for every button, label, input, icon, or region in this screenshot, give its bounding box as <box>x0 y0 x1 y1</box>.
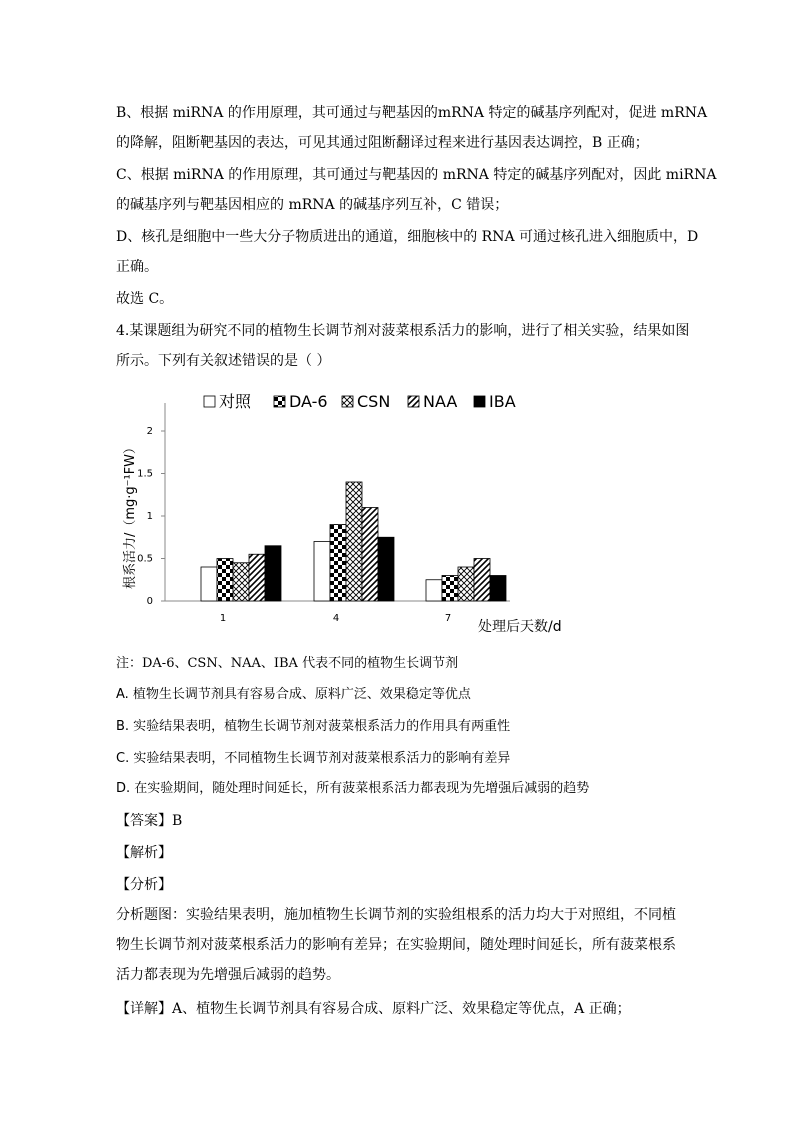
legend-label-CSN: CSN <box>357 392 391 411</box>
question-stem-line1: 4.某课题组为研究不同的植物生长调节剂对菠菜根系活力的影响，进行了相关实验，结果如图 <box>116 323 690 339</box>
y-axis-label: 根系活力/（mg·g⁻¹FW） <box>123 440 138 590</box>
legend-swatch-NAA <box>408 396 419 407</box>
x-axis-label: 处理后天数/d <box>478 619 562 635</box>
x-tick-label: 7 <box>444 613 452 624</box>
bar-对照-7 <box>426 580 442 601</box>
analysis-line3: 活力都表现为先增强后减弱的趋势。 <box>116 967 340 983</box>
legend-label-NAA: NAA <box>423 392 458 411</box>
bar-NAA-7 <box>474 559 490 602</box>
explanation-b-line2: 的降解，阻断靶基因的表达，可见其通过阻断翻译过程来进行基因表达调控，B 正确； <box>116 135 649 151</box>
y-tick-label: 1 <box>146 511 153 522</box>
explanation-d-line1: D、核孔是细胞中一些大分子物质进出的通道，细胞核中的 RNA 可通过核孔进入细胞质中，D <box>116 229 699 245</box>
chart-legend <box>204 392 516 411</box>
bar-chart <box>110 385 590 645</box>
x-tick-label: 1 <box>219 613 227 624</box>
answer-value: B <box>172 813 183 829</box>
option-d: D. 在实验期间，随处理时间延长，所有菠菜根系活力都表现为先增强后减弱的趋势 <box>116 781 590 796</box>
legend-label-对照: 对照 <box>219 392 252 411</box>
bar-CSN-4 <box>346 482 362 601</box>
bar-DA-6-4 <box>330 525 346 602</box>
bar-CSN-1 <box>233 563 249 601</box>
bar-对照-1 <box>201 567 217 601</box>
option-a: A. 植物生长调节剂具有容易合成、原料广泛、效果稳定等优点 <box>116 687 471 702</box>
bar-DA-6-1 <box>217 559 233 602</box>
detail-label: 【详解】 <box>116 1001 172 1017</box>
y-tick-label: 0 <box>146 596 153 607</box>
option-b: B. 实验结果表明，植物生长调节剂对菠菜根系活力的作用具有两重性 <box>116 719 511 734</box>
question-stem-line2: 所示。下列有关叙述错误的是（ ） <box>116 353 331 369</box>
bar-CSN-7 <box>458 567 474 601</box>
bar-对照-4 <box>314 542 330 602</box>
legend-swatch-IBA <box>474 396 485 407</box>
explanation-c-line1: C、根据 miRNA 的作用原理，其可通过与靶基因的 mRNA 特定的碱基序列配对，因此 miRNA <box>116 167 717 183</box>
bar-IBA-4 <box>378 537 394 601</box>
explanation-b-line1: B、根据 miRNA 的作用原理，其可通过与靶基因的mRNA 特定的碱基序列配对，促进 mRNA <box>116 105 708 121</box>
conclusion: 故选 C。 <box>116 291 174 307</box>
legend-swatch-CSN <box>342 396 353 407</box>
answer-label: 【答案】 <box>116 813 172 829</box>
legend-label-DA-6: DA-6 <box>289 392 328 411</box>
legend-swatch-DA-6 <box>274 396 285 407</box>
answer-line <box>116 812 182 830</box>
bar-IBA-7 <box>490 576 506 602</box>
analysis-heading: 【解析】 <box>116 845 172 861</box>
y-tick-label: 1.5 <box>137 468 153 480</box>
detail-line <box>116 1000 631 1018</box>
analysis-sub-heading: 【分析】 <box>116 877 172 893</box>
explanation-c-line2: 的碱基序列与靶基因相应的 mRNA 的碱基序列互补，C 错误； <box>116 197 509 213</box>
option-c: C. 实验结果表明，不同植物生长调节剂对菠菜根系活力的影响有差异 <box>116 751 511 766</box>
detail-text: A、植物生长调节剂具有容易合成、原料广泛、效果稳定等优点，A 正确； <box>172 1001 631 1017</box>
bar-IBA-1 <box>265 546 281 601</box>
explanation-d-line2: 正确。 <box>116 259 158 275</box>
y-tick-label: 0.5 <box>137 553 153 565</box>
chart-note: 注：DA-6、CSN、NAA、IBA 代表不同的植物生长调节剂 <box>116 656 459 671</box>
x-tick-label: 4 <box>332 613 340 624</box>
legend-swatch-对照 <box>204 396 215 407</box>
y-tick-label: 2 <box>146 426 153 437</box>
analysis-line1: 分析题图：实验结果表明，施加植物生长调节剂的实验组根系的活力均大于对照组，不同植 <box>116 907 676 923</box>
analysis-line2: 物生长调节剂对菠菜根系活力的影响有差异；在实验期间，随处理时间延长，所有菠菜根系 <box>116 937 676 953</box>
bar-DA-6-7 <box>442 576 458 602</box>
legend-label-IBA: IBA <box>489 392 516 411</box>
bar-NAA-4 <box>362 508 378 602</box>
bar-NAA-1 <box>249 554 265 601</box>
chart-bars <box>201 482 506 601</box>
